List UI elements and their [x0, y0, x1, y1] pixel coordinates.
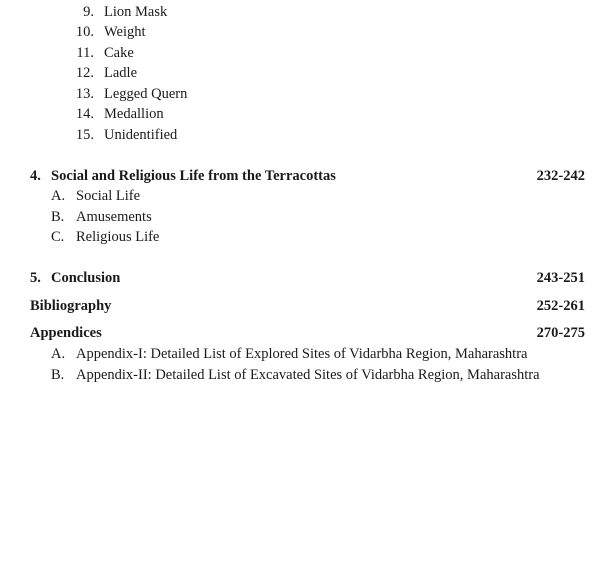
subitem-number: 13.	[75, 86, 94, 102]
subitem-label: Lion Mask	[104, 4, 168, 20]
appendix-label: Appendix-I: Detailed List of Explored Sites of Vidarbha Region, Maharashtra	[76, 346, 528, 362]
chapter-title: Social and Religious Life from the Terracottas	[51, 168, 336, 184]
section-label: Amusements	[76, 209, 152, 225]
subitem-label: Medallion	[104, 106, 164, 122]
section-letter: C.	[51, 229, 65, 245]
subitem-number: 14.	[75, 106, 94, 122]
subitem-label: Unidentified	[104, 127, 178, 143]
chapter-pages: 232-242	[536, 168, 585, 184]
subitem-number: 11.	[76, 45, 94, 61]
subitem-label: Weight	[104, 24, 146, 40]
subitem-label: Cake	[104, 45, 134, 61]
section-label: Social Life	[76, 188, 141, 204]
subitem-number: 9.	[83, 4, 94, 20]
appendices-pages: 270-275	[536, 325, 585, 341]
subitem-number: 15.	[75, 127, 94, 143]
bibliography-title: Bibliography	[30, 298, 112, 314]
bibliography-pages: 252-261	[536, 298, 585, 314]
appendix-letter: B.	[51, 367, 65, 383]
subitem-label: Ladle	[104, 65, 138, 81]
chapter-title: Conclusion	[51, 270, 121, 286]
section-letter: B.	[51, 209, 65, 225]
chapter-number: 5.	[30, 270, 41, 286]
section-letter: A.	[51, 188, 66, 204]
chapter-number: 4.	[30, 168, 41, 184]
appendix-letter: A.	[51, 346, 66, 362]
section-label: Religious Life	[76, 229, 160, 245]
subitem-label: Legged Quern	[104, 86, 188, 102]
subitem-number: 12.	[75, 65, 94, 81]
subitem-number: 10.	[75, 24, 94, 40]
appendix-label: Appendix-II: Detailed List of Excavated Sites of Vidarbha Region, Maharashtra	[76, 367, 540, 383]
chapter-pages: 243-251	[536, 270, 585, 286]
appendices-title: Appendices	[30, 325, 102, 341]
